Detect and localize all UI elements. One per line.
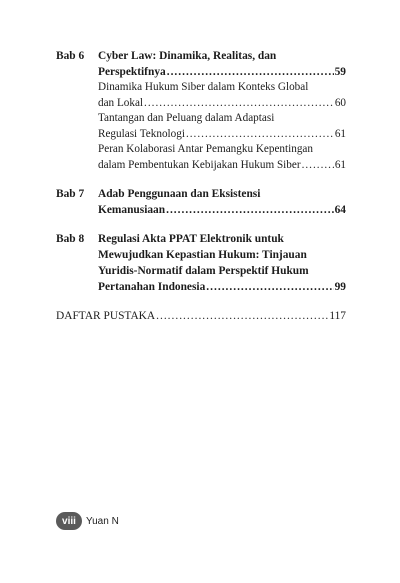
dot-leader bbox=[302, 158, 334, 174]
dot-leader bbox=[166, 202, 334, 218]
chapter-title-line: Yuridis-Normatif dalam Perspektif Hukum bbox=[98, 265, 309, 277]
section-title-line: Tantangan dan Peluang dalam Adaptasi bbox=[98, 112, 275, 124]
chapter-body bbox=[98, 186, 346, 218]
dot-leader bbox=[144, 96, 334, 112]
section-title-line: Regulasi Teknologi bbox=[98, 127, 185, 140]
chapter-number: Bab 8 bbox=[56, 233, 85, 245]
section-title-line: Peran Kolaborasi Antar Pemangku Kepentingan bbox=[98, 143, 313, 155]
section-title-final-line bbox=[98, 158, 346, 174]
toc-bibliography[interactable] bbox=[56, 308, 346, 324]
bibliography-page-number: 117 bbox=[329, 310, 346, 322]
chapter-number: Bab 7 bbox=[56, 188, 85, 200]
page-footer bbox=[56, 512, 119, 530]
toc-chapter-8[interactable] bbox=[56, 231, 346, 295]
chapter-title-line: Perspektifnya bbox=[98, 66, 166, 78]
section-title-final-line bbox=[98, 127, 346, 143]
chapter-page-number: 99 bbox=[334, 281, 346, 293]
dot-leader bbox=[156, 308, 328, 324]
chapter-title-final-line bbox=[98, 64, 346, 80]
chapter-title-line: Cyber Law: Dinamika, Realitas, dan bbox=[98, 50, 277, 62]
chapter-title-final-line bbox=[98, 279, 346, 295]
chapter-body bbox=[98, 231, 346, 295]
chapter-page-number: 59 bbox=[334, 66, 346, 78]
chapter-title-line: Pertanahan Indonesia bbox=[98, 281, 206, 293]
chapter-title-line: Kemanusiaan bbox=[98, 204, 166, 216]
chapter-number: Bab 6 bbox=[56, 50, 85, 62]
section-page-number: 60 bbox=[334, 96, 346, 109]
section-title-line: dan Lokal bbox=[98, 96, 144, 109]
section-page-number: 61 bbox=[334, 158, 346, 171]
author-name: Yuan N bbox=[86, 515, 119, 527]
toc-section[interactable] bbox=[98, 80, 346, 111]
toc-section[interactable] bbox=[98, 111, 346, 142]
toc-chapter-6[interactable] bbox=[56, 48, 346, 173]
table-of-contents bbox=[56, 48, 346, 324]
page-number-badge: viii bbox=[56, 512, 82, 530]
chapter-title-line: Mewujudkan Kepastian Hukum: Tinjauan bbox=[98, 249, 307, 261]
chapter-title-line: Regulasi Akta PPAT Elektronik untuk bbox=[98, 233, 284, 245]
toc-section[interactable] bbox=[98, 142, 346, 173]
chapter-page-number: 64 bbox=[334, 204, 346, 216]
section-title-line: dalam Pembentukan Kebijakan Hukum Siber bbox=[98, 158, 301, 171]
section-page-number: 61 bbox=[334, 127, 346, 140]
dot-leader bbox=[186, 127, 334, 143]
chapter-title-final-line bbox=[98, 202, 346, 218]
section-title-line: Dinamika Hukum Siber dalam Konteks Global bbox=[98, 81, 309, 93]
chapter-body bbox=[98, 48, 346, 173]
dot-leader bbox=[206, 279, 333, 295]
toc-chapter-7[interactable] bbox=[56, 186, 346, 218]
section-title-final-line bbox=[98, 96, 346, 112]
bibliography-label: DAFTAR PUSTAKA bbox=[56, 310, 156, 322]
dot-leader bbox=[167, 64, 334, 80]
chapter-title-line: Adab Penggunaan dan Eksistensi bbox=[98, 188, 261, 200]
